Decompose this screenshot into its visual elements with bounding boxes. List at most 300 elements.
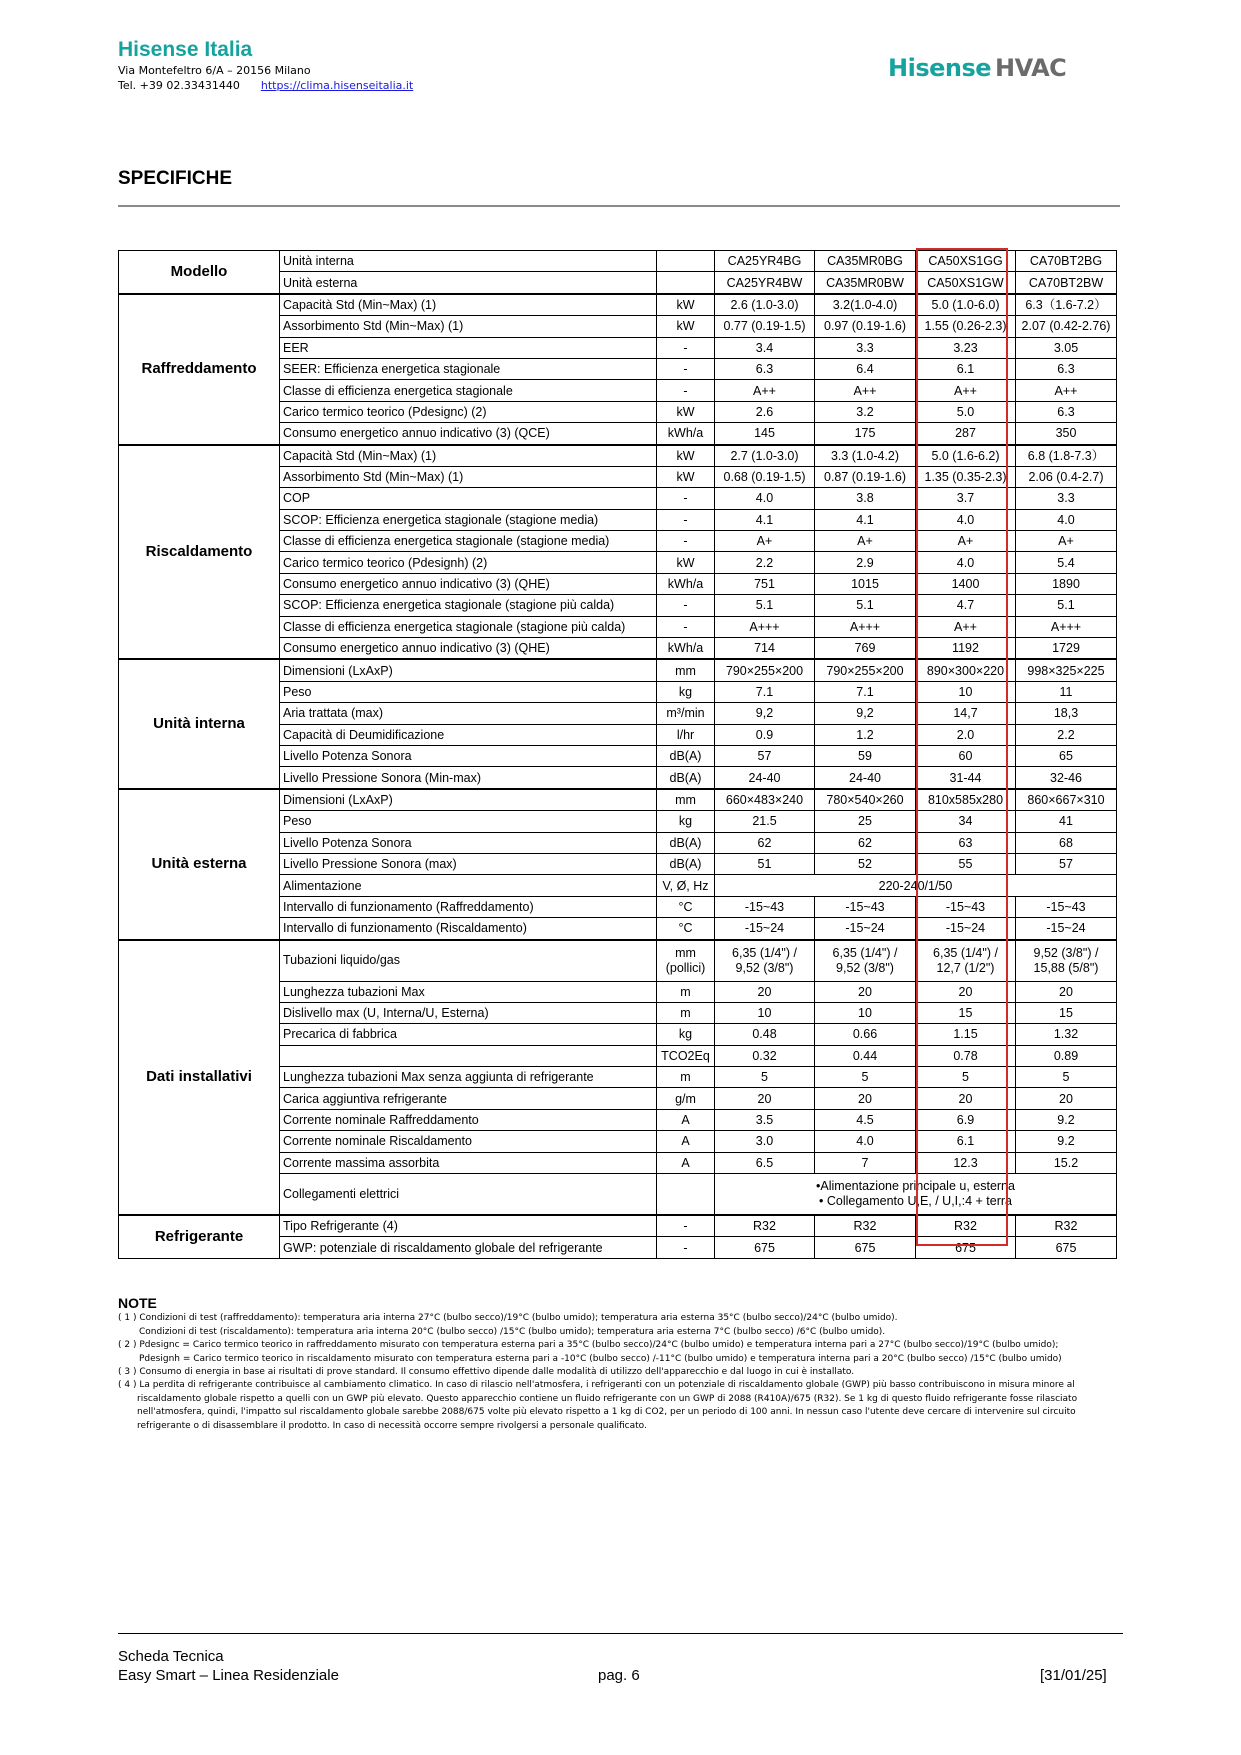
value-cell: 1.35 (0.35-2.3) [916,466,1016,487]
value-line: 6,35 (1/4") / [832,945,898,960]
group-label-riscaldamento: Riscaldamento [119,445,280,660]
param-cell: Intervallo di funzionamento (Riscaldamento) [280,918,657,940]
company-address: Via Montefeltro 6/A – 20156 Milano [118,64,311,77]
value-cell: 0.97 (0.19-1.6) [815,316,916,337]
value-cell: A++ [916,616,1016,637]
param-cell: Unità esterna [280,272,657,294]
unit-cell: A [657,1109,715,1130]
unit-cell: kW [657,401,715,422]
merged-line: •Alimentazione principale u, esterna [816,1179,1015,1194]
value-cell: 0.78 [916,1045,1016,1066]
param-cell: Assorbimento Std (Min~Max) (1) [280,316,657,337]
table-row [119,1215,1117,1237]
value-cell: 780×540×260 [815,789,916,811]
param-cell: Corrente nominale Riscaldamento [280,1131,657,1152]
param-cell: Alimentazione [280,875,657,896]
unit-cell: - [657,1215,715,1237]
value-cell: 60 [916,745,1016,766]
value-cell: 55 [916,853,1016,874]
unit-cell [657,251,715,272]
value-cell: 0.77 (0.19-1.5) [715,316,815,337]
unit-line: mm [675,945,696,960]
value-cell: 998×325×225 [1016,659,1117,681]
value-cell: 3.8 [815,488,916,509]
table-row [119,940,1117,982]
logo-suffix: HVAC [995,54,1067,82]
value-cell: 20 [916,981,1016,1002]
param-cell: Lunghezza tubazioni Max senza aggiunta di refrigerante [280,1067,657,1088]
value-cell: 0.89 [1016,1045,1117,1066]
company-name: Hisense Italia [118,38,253,61]
value-cell: 20 [916,1088,1016,1109]
value-cell: 63 [916,832,1016,853]
unit-cell: m [657,981,715,1002]
value-cell: CA70BT2BW [1016,272,1117,294]
value-cell: A++ [1016,380,1117,401]
unit-cell: - [657,616,715,637]
unit-cell [657,1174,715,1216]
unit-cell: kWh/a [657,573,715,594]
value-cell: 7 [815,1152,916,1173]
value-cell: 3.3 (1.0-4.2) [815,445,916,467]
notes-heading: NOTE [118,1295,157,1311]
unit-cell: - [657,1237,715,1258]
value-cell: 2.06 (0.4-2.7) [1016,466,1117,487]
value-cell: CA70BT2BG [1016,251,1117,272]
param-cell: Peso [280,681,657,702]
value-cell: 3.0 [715,1131,815,1152]
param-cell: Capacità Std (Min~Max) (1) [280,294,657,316]
value-cell: 34 [916,811,1016,832]
table-row [119,294,1117,316]
param-cell: Livello Potenza Sonora [280,745,657,766]
value-cell: 287 [916,423,1016,445]
value-cell: 769 [815,638,916,660]
value-cell: 62 [715,832,815,853]
value-cell [1016,940,1117,982]
value-cell: 2.6 (1.0-3.0) [715,294,815,316]
value-cell: 12.3 [916,1152,1016,1173]
value-cell: 810x585x280 [916,789,1016,811]
group-label-modello: Modello [119,251,280,294]
value-cell: 3.2(1.0-4.0) [815,294,916,316]
spec-table [118,250,1117,1259]
merged-value-cell [715,1174,1117,1216]
group-label-raffreddamento: Raffreddamento [119,294,280,445]
param-cell: SCOP: Efficienza energetica stagionale (stagione più calda) [280,595,657,616]
param-cell: Precarica di fabbrica [280,1024,657,1045]
unit-cell: kg [657,1024,715,1045]
value-cell: A+ [916,531,1016,552]
table-row [119,445,1117,467]
value-cell: CA50XS1GW [916,272,1016,294]
unit-cell: m [657,1067,715,1088]
value-cell: 4.5 [815,1109,916,1130]
value-cell: 52 [815,853,916,874]
value-cell: 21.5 [715,811,815,832]
value-cell: 3.7 [916,488,1016,509]
param-cell: Carico termico teorico (Pdesignh) (2) [280,552,657,573]
value-cell: 0.32 [715,1045,815,1066]
value-cell: 5.1 [1016,595,1117,616]
unit-cell: - [657,531,715,552]
value-line: 15,88 (5/8") [1033,960,1099,975]
value-cell: 1.2 [815,724,916,745]
value-cell: 6.9 [916,1109,1016,1130]
param-cell: Classe di efficienza energetica stagionale (stagione media) [280,531,657,552]
value-cell: A+ [815,531,916,552]
group-label-unita_interna: Unità interna [119,659,280,788]
unit-cell: m [657,1002,715,1023]
footer-page-number: pag. 6 [598,1667,640,1684]
value-cell [916,940,1016,982]
value-cell: 10 [715,1002,815,1023]
value-cell: 1400 [916,573,1016,594]
value-cell: 1.32 [1016,1024,1117,1045]
value-cell: -15~24 [916,918,1016,940]
value-cell: 0.87 (0.19-1.6) [815,466,916,487]
value-cell: A++ [715,380,815,401]
note-4b: riscaldamento globale rispetto a quelli con un GWP più elevato. Questo apparecchio contiene un fluido refrigerante con un GWP di 2088 (R410A)/675 (R32). Se 1 kg di questo fluido refrigerante fosse rilasciato [137,1393,1078,1404]
value-cell: A+++ [1016,616,1117,637]
value-cell: 9.2 [1016,1109,1117,1130]
note-4d: refrigerante o di disassemblare il prodotto. In caso di necessità occorre sempre rivolgersi a personale qualificato. [137,1420,647,1431]
merged-line: • Collegamento U,E, / U,I,:4 + terra [819,1194,1012,1209]
spec-table-body [119,251,1117,1259]
value-cell: CA35MR0BW [815,272,916,294]
value-cell: 24-40 [715,767,815,789]
value-cell: -15~43 [916,896,1016,917]
value-cell: 2.7 (1.0-3.0) [715,445,815,467]
value-cell: 1.15 [916,1024,1016,1045]
value-cell: 3.23 [916,337,1016,358]
note-2b: Pdesignh = Carico termico teorico in riscaldamento misurato con temperatura esterna pari a -10°C (bulbo secco) /-11°C (bulbo umido) e temperatura interna pari a 20°C (bulbo secco) /15°C (bulbo umido) [139,1353,1062,1364]
value-cell: 6.3（1.6-7.2） [1016,294,1117,316]
value-cell: 3.05 [1016,337,1117,358]
value-cell: 790×255×200 [715,659,815,681]
param-cell: Dislivello max (U, Interna/U, Esterna) [280,1002,657,1023]
value-cell: 1015 [815,573,916,594]
unit-cell: - [657,380,715,401]
value-cell: 6.1 [916,358,1016,379]
value-cell: 660×483×240 [715,789,815,811]
unit-cell: mm [657,659,715,681]
unit-cell: - [657,595,715,616]
value-cell: -15~43 [815,896,916,917]
note-2a: ( 2 ) Pdesignc = Carico termico teorico in raffreddamento misurato con temperatura esterna pari a 35°C (bulbo secco)/24°C (bulbo umido) e temperatura interna pari a 27°C (bulbo secco)/19°C (bulbo umido); [118,1340,1059,1351]
value-cell: 675 [715,1237,815,1258]
value-cell: 14,7 [916,703,1016,724]
value-cell: 675 [916,1237,1016,1258]
param-cell: Tubazioni liquido/gas [280,940,657,982]
value-cell: A++ [815,380,916,401]
value-cell: R32 [815,1215,916,1237]
value-cell: 25 [815,811,916,832]
value-cell: 51 [715,853,815,874]
value-cell: 24-40 [815,767,916,789]
unit-cell: A [657,1131,715,1152]
value-cell: 0.66 [815,1024,916,1045]
unit-cell: °C [657,918,715,940]
group-label-refrigerante: Refrigerante [119,1215,280,1258]
value-cell: 3.3 [1016,488,1117,509]
value-line: 6,35 (1/4") / [933,945,998,960]
param-cell: Peso [280,811,657,832]
value-cell: 2.9 [815,552,916,573]
value-cell: 145 [715,423,815,445]
value-cell: 15 [1016,1002,1117,1023]
value-cell: 675 [1016,1237,1117,1258]
value-cell: 11 [1016,681,1117,702]
value-line: 9,52 (3/8") / [1033,945,1099,960]
value-cell: 4.1 [715,509,815,530]
unit-line: (pollici) [665,960,706,975]
value-cell: -15~43 [715,896,815,917]
unit-cell: - [657,358,715,379]
unit-cell: m³/min [657,703,715,724]
value-cell: A++ [916,380,1016,401]
value-cell: 5.0 (1.6-6.2) [916,445,1016,467]
value-cell: 5.4 [1016,552,1117,573]
value-cell: 9,2 [815,703,916,724]
value-cell: -15~24 [715,918,815,940]
value-cell: 5 [1016,1067,1117,1088]
company-phone: Tel. +39 02.33431440 [118,79,240,92]
unit-cell: kW [657,294,715,316]
value-cell: 41 [1016,811,1117,832]
notes-section [118,1297,1118,1433]
param-cell: Collegamenti elettrici [280,1174,657,1216]
value-line: 12,7 (1/2") [936,960,995,975]
value-cell: 4.0 [916,552,1016,573]
value-cell: 1.55 (0.26-2.3) [916,316,1016,337]
logo-brand: Hisense [888,54,992,82]
value-cell: 6.4 [815,358,916,379]
value-cell: 20 [815,981,916,1002]
value-cell: 68 [1016,832,1117,853]
value-cell: 4.0 [1016,509,1117,530]
value-cell: 2.2 [1016,724,1117,745]
param-cell [280,1045,657,1066]
unit-cell: V, Ø, Hz [657,875,715,896]
value-cell: 4.0 [715,488,815,509]
value-cell: 1729 [1016,638,1117,660]
table-row [119,789,1117,811]
value-cell: 2.6 [715,401,815,422]
unit-cell: kg [657,811,715,832]
value-cell: 6.3 [715,358,815,379]
value-cell: 7.1 [815,681,916,702]
value-cell: -15~24 [1016,918,1117,940]
param-cell: GWP: potenziale di riscaldamento globale del refrigerante [280,1237,657,1258]
value-cell: 0.48 [715,1024,815,1045]
value-cell: A+ [1016,531,1117,552]
value-cell: 1192 [916,638,1016,660]
website-link[interactable]: https://clima.hisenseitalia.it [260,79,414,92]
param-cell: SEER: Efficienza energetica stagionale [280,358,657,379]
value-cell: R32 [1016,1215,1117,1237]
unit-cell: A [657,1152,715,1173]
value-line: 9,52 (3/8") [836,960,894,975]
value-cell: 20 [715,981,815,1002]
value-cell: 59 [815,745,916,766]
table-row [119,659,1117,681]
footer-doc-type: Scheda Tecnica [118,1648,224,1665]
value-cell: 4.0 [916,509,1016,530]
value-cell: 5 [815,1067,916,1088]
param-cell: Consumo energetico annuo indicativo (3) (QCE) [280,423,657,445]
value-cell: 7.1 [715,681,815,702]
title-divider [118,205,1120,207]
value-cell: 1890 [1016,573,1117,594]
value-cell: 15 [916,1002,1016,1023]
value-cell: 65 [1016,745,1117,766]
value-cell: 57 [1016,853,1117,874]
value-cell: R32 [715,1215,815,1237]
param-cell: Classe di efficienza energetica stagionale (stagione più calda) [280,616,657,637]
table-row [119,251,1117,272]
value-cell: 175 [815,423,916,445]
value-cell: 5.0 [916,401,1016,422]
value-cell: A+++ [815,616,916,637]
param-cell: Dimensioni (LxAxP) [280,659,657,681]
unit-cell: - [657,488,715,509]
page-title: SPECIFICHE [118,168,233,189]
value-cell: 860×667×310 [1016,789,1117,811]
value-cell: 714 [715,638,815,660]
param-cell: Intervallo di funzionamento (Raffreddamento) [280,896,657,917]
value-cell: A+++ [715,616,815,637]
value-cell: 4.1 [815,509,916,530]
merged-value-cell: 220-240/1/50 [715,875,1117,896]
unit-cell: kW [657,445,715,467]
unit-cell: kg [657,681,715,702]
value-cell: 9.2 [1016,1131,1117,1152]
unit-cell: kW [657,316,715,337]
value-cell: 62 [815,832,916,853]
value-cell: 9,2 [715,703,815,724]
value-cell: 5 [715,1067,815,1088]
param-cell: Lunghezza tubazioni Max [280,981,657,1002]
value-cell: CA25YR4BW [715,272,815,294]
value-cell: CA25YR4BG [715,251,815,272]
value-cell: 6.1 [916,1131,1016,1152]
param-cell: EER [280,337,657,358]
param-cell: Corrente massima assorbita [280,1152,657,1173]
footer-date: [31/01/25] [1040,1667,1107,1684]
value-cell: 2.2 [715,552,815,573]
param-cell: Corrente nominale Raffreddamento [280,1109,657,1130]
unit-cell: dB(A) [657,767,715,789]
unit-cell: dB(A) [657,853,715,874]
value-cell: 15.2 [1016,1152,1117,1173]
value-cell: 32-46 [1016,767,1117,789]
param-cell: Aria trattata (max) [280,703,657,724]
group-label-unita_esterna: Unità esterna [119,789,280,940]
value-cell: 790×255×200 [815,659,916,681]
param-cell: COP [280,488,657,509]
unit-cell: °C [657,896,715,917]
value-cell [715,940,815,982]
param-cell: Assorbimento Std (Min~Max) (1) [280,466,657,487]
value-cell: 20 [1016,981,1117,1002]
param-cell: Unità interna [280,251,657,272]
value-cell: 5.1 [815,595,916,616]
value-cell: 10 [916,681,1016,702]
param-cell: Carico termico teorico (Pdesignc) (2) [280,401,657,422]
company-contacts [118,79,413,92]
value-cell: 20 [815,1088,916,1109]
value-line: 9,52 (3/8") [735,960,794,975]
unit-cell: kWh/a [657,638,715,660]
unit-cell: - [657,337,715,358]
value-cell: 5 [916,1067,1016,1088]
unit-cell [657,272,715,294]
value-cell: 20 [715,1088,815,1109]
value-cell: 5.0 (1.0-6.0) [916,294,1016,316]
unit-cell: kW [657,552,715,573]
value-cell: 0.44 [815,1045,916,1066]
value-cell: 2.0 [916,724,1016,745]
value-cell: 5.1 [715,595,815,616]
value-cell: -15~43 [1016,896,1117,917]
value-cell: 4.7 [916,595,1016,616]
param-cell: Livello Pressione Sonora (Min-max) [280,767,657,789]
value-line: 6,35 (1/4") / [732,945,797,960]
value-cell: CA50XS1GG [916,251,1016,272]
unit-cell: l/hr [657,724,715,745]
value-cell: 6.5 [715,1152,815,1173]
note-1a: ( 1 ) Condizioni di test (raffreddamento): temperatura aria interna 27°C (bulbo secco)/19°C (bulbo umido); temperatura aria esterna 35°C (bulbo secco)/24°C (bulbo umido). [118,1313,898,1324]
param-cell: Livello Potenza Sonora [280,832,657,853]
value-cell: 31-44 [916,767,1016,789]
value-cell: 3.3 [815,337,916,358]
note-4c: nell'atmosfera, quindi, l'impatto sul riscaldamento globale sarebbe 2088/675 volte più elevato rispetto a 1 kg di CO2, per un periodo di 100 anni. In nessun caso l'utente deve cercare di intervenire sul circuito [137,1407,1076,1418]
param-cell: SCOP: Efficienza energetica stagionale (stagione media) [280,509,657,530]
unit-cell: dB(A) [657,745,715,766]
hisense-hvac-logo [888,54,1066,82]
value-cell [815,940,916,982]
param-cell: Consumo energetico annuo indicativo (3) (QHE) [280,638,657,660]
param-cell: Capacità di Deumidificazione [280,724,657,745]
value-cell: 0.68 (0.19-1.5) [715,466,815,487]
value-cell: 675 [815,1237,916,1258]
value-cell: 6.8 (1.8-7.3） [1016,445,1117,467]
unit-cell: TCO2Eq [657,1045,715,1066]
unit-cell: - [657,509,715,530]
value-cell: 2.07 (0.42-2.76) [1016,316,1117,337]
value-cell: 751 [715,573,815,594]
footer-divider [118,1633,1123,1634]
param-cell: Dimensioni (LxAxP) [280,789,657,811]
unit-cell [657,940,715,982]
param-cell: Classe di efficienza energetica stagionale [280,380,657,401]
value-cell: 6.3 [1016,358,1117,379]
value-cell: -15~24 [815,918,916,940]
value-cell: 3.5 [715,1109,815,1130]
param-cell: Consumo energetico annuo indicativo (3) (QHE) [280,573,657,594]
unit-cell: dB(A) [657,832,715,853]
value-cell: 350 [1016,423,1117,445]
value-cell: 6.3 [1016,401,1117,422]
value-cell: A+ [715,531,815,552]
value-cell: R32 [916,1215,1016,1237]
value-cell: 57 [715,745,815,766]
param-cell: Livello Pressione Sonora (max) [280,853,657,874]
param-cell: Capacità Std (Min~Max) (1) [280,445,657,467]
group-label-dati_installativi: Dati installativi [119,940,280,1216]
unit-cell: g/m [657,1088,715,1109]
